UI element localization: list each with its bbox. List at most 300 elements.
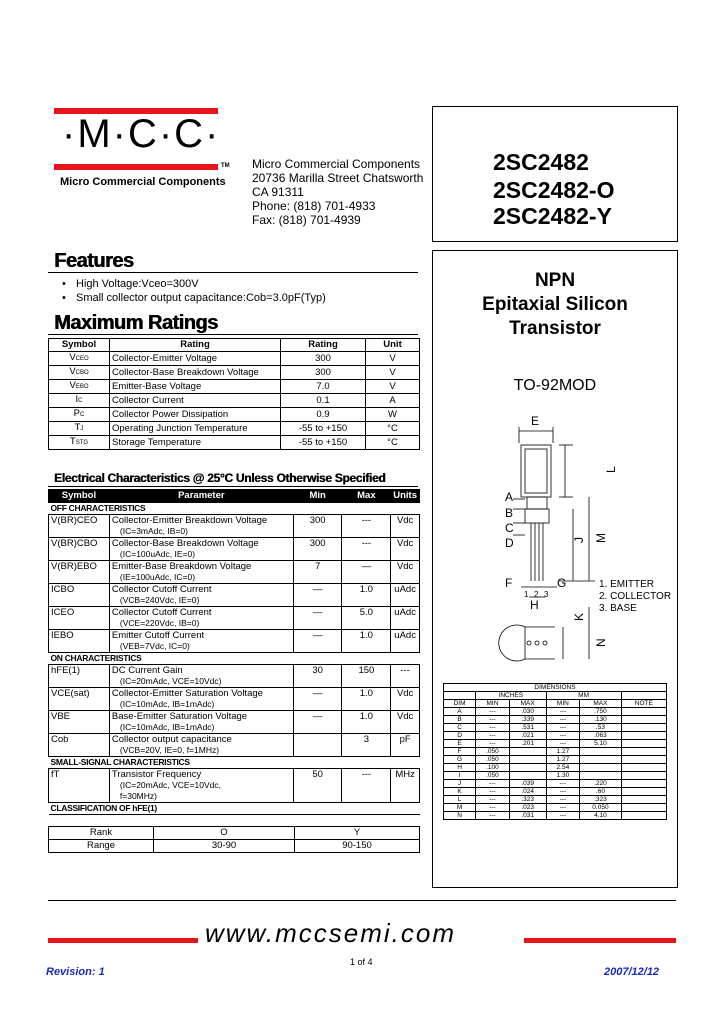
address-phone: Phone: (818) 701-4933 [252, 199, 376, 213]
mr-symbol [49, 380, 110, 394]
feature-item: • High Voltage:Vceo=300V [62, 277, 326, 291]
dims-mm: MM [546, 692, 621, 700]
dim-label-a: A [505, 490, 514, 504]
mr-hdr-value: Rating [281, 339, 366, 352]
dimension-row [444, 780, 667, 788]
ec-parameter-condition: (VCE=220Vdc, IB=0) [119, 618, 200, 628]
elec-char-row [49, 769, 420, 803]
mr-value: 300 [281, 366, 366, 380]
pin-base: 3. BASE [599, 603, 637, 614]
ec-min: 7 [293, 561, 342, 584]
dimension-cell [621, 764, 666, 772]
dimension-cell: --- [476, 740, 510, 748]
small-signal-title: SMALL-SIGNAL CHARACTERISTICS [49, 757, 420, 769]
mr-symbol-sub: C [78, 398, 83, 404]
dimension-cell [580, 748, 621, 756]
mr-description: Collector-Emitter Voltage [110, 352, 281, 366]
pin-number-3: 3 [544, 590, 549, 599]
dimension-row [444, 732, 667, 740]
mr-symbol [49, 366, 110, 380]
mr-symbol-sub: STG [75, 440, 89, 446]
dimension-cell: B [444, 716, 476, 724]
dimension-cell: .201 [509, 740, 546, 748]
elec-char-row [49, 607, 420, 630]
dimension-cell [621, 804, 666, 812]
max-rating-row [49, 380, 420, 394]
dimension-cell: --- [476, 804, 510, 812]
dimension-cell [621, 788, 666, 796]
max-ratings-underline [48, 334, 418, 335]
ec-symbol: V(BR)CEO [49, 515, 110, 538]
on-char-title: ON CHARACTERISTICS [49, 653, 420, 665]
ec-parameter [109, 665, 293, 688]
mr-value: -55 to +150 [281, 422, 366, 436]
dim-label-f: F [505, 576, 513, 590]
pin-number-2: 2 [534, 590, 539, 599]
ec-min: — [293, 688, 342, 711]
revision-date: 2007/12/12 [604, 966, 660, 978]
feature-item: • Small collector output capacitance:Cob=3.0pF(Typ) [62, 291, 326, 305]
dim-label-d: D [505, 536, 514, 550]
elec-char-table [48, 489, 420, 815]
dimension-cell: .063 [580, 732, 621, 740]
dimension-cell: --- [476, 716, 510, 724]
mr-description: Collector Current [110, 394, 281, 408]
dimension-cell: .024 [509, 788, 546, 796]
dimension-cell: --- [476, 708, 510, 716]
elec-char-row [49, 665, 420, 688]
mr-unit: A [366, 394, 420, 408]
mr-symbol-main: T [74, 422, 81, 433]
mr-symbol-main: I [75, 394, 79, 405]
dimension-cell [621, 756, 666, 764]
ec-parameter-condition: (IC=10mAdc, IB=1mAdc) [119, 699, 215, 709]
dim-label-n: N [594, 638, 608, 647]
dimension-cell [621, 732, 666, 740]
mcc-logo: ·M·C·C· [62, 112, 221, 156]
dimension-cell: H [444, 764, 476, 772]
dimension-cell: .53 [580, 724, 621, 732]
elec-char-row [49, 561, 420, 584]
dimension-cell: .323 [580, 796, 621, 804]
ec-unit: --- [391, 665, 420, 688]
mr-unit: V [366, 380, 420, 394]
dimension-cell: --- [546, 804, 580, 812]
dimension-cell: E [444, 740, 476, 748]
ec-symbol: VBE [49, 711, 110, 734]
dimension-cell: --- [476, 724, 510, 732]
dimension-cell [621, 724, 666, 732]
ec-hdr-parameter: Parameter [109, 490, 293, 503]
dimension-cell [580, 756, 621, 764]
mr-value: 300 [281, 352, 366, 366]
ec-parameter-name: Collector-Emitter Saturation Voltage [111, 688, 263, 699]
pin-collector: 2. COLLECTOR [599, 591, 672, 602]
ec-unit: uAdc [391, 584, 420, 607]
mr-unit: V [366, 352, 420, 366]
dimension-cell: D [444, 732, 476, 740]
address-line-1: Micro Commercial Components [252, 157, 421, 171]
mr-unit: V [366, 366, 420, 380]
elec-char-underline [48, 486, 418, 487]
ec-parameter [109, 607, 293, 630]
mr-unit: °C [366, 422, 420, 436]
dimension-cell: .531 [509, 724, 546, 732]
footer-left-bar [48, 938, 198, 943]
ec-max: 1.0 [342, 688, 391, 711]
logo-subtitle: Micro Commercial Components [60, 176, 226, 188]
mr-symbol-sub: CBO [75, 370, 89, 376]
dimension-cell: F [444, 748, 476, 756]
description-line-2: Epitaxial Silicon [482, 294, 628, 315]
dimension-cell [509, 772, 546, 780]
dimensions-title: DIMENSIONS [444, 684, 667, 692]
dimension-cell: A [444, 708, 476, 716]
dimension-cell: 1.30 [546, 772, 580, 780]
ec-parameter-condition: (VEB=7Vdc, IC=0) [119, 641, 190, 651]
mr-symbol [49, 394, 110, 408]
dimension-cell: .030 [509, 708, 546, 716]
dims-hdr-min-mm: MIN [546, 700, 580, 708]
ec-parameter [109, 711, 293, 734]
pin-emitter: 1. EMITTER [599, 579, 655, 590]
dims-inches: INCHES [476, 692, 546, 700]
dimension-cell: .323 [509, 796, 546, 804]
max-rating-row [49, 366, 420, 380]
mr-unit: W [366, 408, 420, 422]
ec-min: — [293, 607, 342, 630]
ec-symbol: hFE(1) [49, 665, 110, 688]
ec-parameter-name: Emitter Cutoff Current [111, 630, 205, 641]
mr-hdr-symbol: Symbol [49, 339, 110, 352]
ec-parameter-name: Collector-Base Breakdown Voltage [111, 538, 259, 549]
dimension-row [444, 772, 667, 780]
mr-symbol [49, 436, 110, 450]
ec-min: 300 [293, 538, 342, 561]
ec-parameter [109, 769, 293, 803]
ec-parameter [109, 688, 293, 711]
dimension-cell: .031 [509, 812, 546, 820]
dimension-cell: --- [476, 788, 510, 796]
ec-parameter-name: Collector output capacitance [111, 734, 232, 745]
dims-hdr-dim: DIM [444, 700, 476, 708]
dims-hdr-min-in: MIN [476, 700, 510, 708]
company-address [252, 157, 423, 227]
class-range-o: 30-90 [154, 840, 295, 853]
mr-symbol-sub: J [80, 426, 84, 432]
ec-parameter-condition: (IC=10mAdc, IB=1mAdc) [119, 722, 215, 732]
dimension-cell: 0.050 [580, 804, 621, 812]
dimension-cell: 2.54 [546, 764, 580, 772]
dimension-cell [580, 764, 621, 772]
mr-value: 0.9 [281, 408, 366, 422]
dimension-cell: I [444, 772, 476, 780]
ec-parameter [109, 630, 293, 653]
mr-description: Emitter-Base Voltage [110, 380, 281, 394]
ec-hdr-symbol: Symbol [49, 490, 110, 503]
ec-max: --- [342, 769, 391, 803]
dimension-cell [621, 740, 666, 748]
dimension-row [444, 804, 667, 812]
ec-max: 150 [342, 665, 391, 688]
ec-parameter-condition: (VCB=240Vdc, IE=0) [119, 595, 200, 605]
mr-symbol-main: P [73, 408, 80, 419]
dimension-cell [621, 748, 666, 756]
classification-table [48, 826, 420, 853]
ec-unit: uAdc [391, 630, 420, 653]
max-rating-row [49, 408, 420, 422]
ec-min: — [293, 711, 342, 734]
revision-label: Revision: 1 [46, 966, 105, 978]
dimension-cell [621, 796, 666, 804]
ec-parameter-condition: (IE=100uAdc, IC=0) [119, 572, 196, 582]
dim-label-c: C [505, 521, 514, 535]
description-line-3: Transistor [509, 318, 601, 339]
dimension-cell: G [444, 756, 476, 764]
logo-bottom-bar [54, 164, 218, 170]
dim-label-h: H [530, 598, 539, 612]
dimension-cell: --- [546, 716, 580, 724]
ec-parameter-condition: (VCB=20V, IE=0, f=1MHz) [119, 745, 220, 755]
dimension-row [444, 764, 667, 772]
dimension-cell: .050 [476, 748, 510, 756]
dimension-cell: .021 [509, 732, 546, 740]
ec-max: — [342, 561, 391, 584]
mr-value: 7.0 [281, 380, 366, 394]
dimension-cell: --- [546, 740, 580, 748]
dimension-row [444, 812, 667, 820]
dims-hdr-note: NOTE [621, 700, 666, 708]
ec-symbol: VCE(sat) [49, 688, 110, 711]
dimension-cell: --- [476, 796, 510, 804]
dimension-cell: --- [546, 724, 580, 732]
ec-max: 1.0 [342, 630, 391, 653]
dimension-cell: --- [546, 780, 580, 788]
mr-symbol [49, 422, 110, 436]
mr-hdr-rating: Rating [110, 339, 281, 352]
class-rank-label: Rank [49, 827, 154, 840]
ec-parameter-condition: (IC=100uAdc, IE=0) [119, 549, 196, 559]
package-name: TO-92MOD [513, 377, 597, 394]
ec-hdr-min: Min [293, 490, 342, 503]
dimension-cell: 1.27 [546, 748, 580, 756]
ec-parameter [109, 515, 293, 538]
ec-min [293, 734, 342, 757]
ec-unit: Vdc [391, 561, 420, 584]
ec-parameter [109, 538, 293, 561]
dimension-row [444, 796, 667, 804]
ec-max: --- [342, 538, 391, 561]
dimension-cell: J [444, 780, 476, 788]
elec-char-row [49, 584, 420, 607]
ec-min: 50 [293, 769, 342, 803]
package-outline-diagram [433, 401, 677, 701]
dim-label-l: L [604, 466, 618, 473]
address-line-3: CA 91311 [252, 185, 304, 199]
ec-parameter-condition: (IC=20mAdc, VCE=10Vdc, [119, 780, 222, 790]
dimension-cell: M [444, 804, 476, 812]
mr-unit: °C [366, 436, 420, 450]
page-number: 1 of 4 [350, 957, 373, 967]
mr-description: Collector-Base Breakdown Voltage [110, 366, 281, 380]
mr-value: 0.1 [281, 394, 366, 408]
mr-symbol-sub: EBO [75, 384, 89, 390]
ec-min: 300 [293, 515, 342, 538]
dimension-cell [621, 780, 666, 788]
ec-symbol: ICBO [49, 584, 110, 607]
dimension-cell: .60 [580, 788, 621, 796]
ec-parameter-name: Base-Emitter Saturation Voltage [111, 711, 248, 722]
dimensions-table [443, 683, 667, 820]
elec-char-row [49, 538, 420, 561]
dims-hdr-max-in: MAX [509, 700, 546, 708]
ec-min: — [293, 584, 342, 607]
dimension-cell [621, 812, 666, 820]
dimension-cell: C [444, 724, 476, 732]
dimension-cell: 4.10 [580, 812, 621, 820]
ec-symbol: V(BR)EBO [49, 561, 110, 584]
dimension-cell: .050 [476, 772, 510, 780]
footer-divider [48, 900, 676, 901]
ec-max: 3 [342, 734, 391, 757]
dim-label-b: B [505, 506, 514, 520]
dimension-cell [509, 764, 546, 772]
dimension-cell: .339 [509, 716, 546, 724]
dimension-cell: 5.10 [580, 740, 621, 748]
features-list [62, 277, 326, 305]
dimension-row [444, 708, 667, 716]
dimension-cell [621, 772, 666, 780]
dims-hdr-max-mm: MAX [580, 700, 621, 708]
dimension-cell: --- [546, 788, 580, 796]
dimension-cell: .220 [580, 780, 621, 788]
class-range-label: Range [49, 840, 154, 853]
ec-max: 5.0 [342, 607, 391, 630]
ec-parameter-name: Emitter-Base Breakdown Voltage [111, 561, 252, 572]
dim-spacer [621, 692, 666, 700]
dimension-cell: .050 [476, 756, 510, 764]
ec-parameter-name: DC Current Gain [111, 665, 183, 676]
dimension-cell: --- [546, 812, 580, 820]
website-link[interactable]: www.mccsemi.com [205, 918, 457, 948]
elec-char-row [49, 711, 420, 734]
dimension-cell [621, 716, 666, 724]
max-rating-row [49, 422, 420, 436]
pin-number-1: 1 [524, 590, 529, 599]
dimension-cell: N [444, 812, 476, 820]
mr-symbol-main: V [69, 366, 76, 377]
ec-unit: Vdc [391, 711, 420, 734]
dimension-cell: --- [546, 796, 580, 804]
dimension-cell [621, 708, 666, 716]
ec-max: --- [342, 515, 391, 538]
ec-parameter [109, 584, 293, 607]
ec-parameter-name: Collector-Emitter Breakdown Voltage [111, 515, 268, 526]
dimension-cell: --- [476, 732, 510, 740]
ec-unit: uAdc [391, 607, 420, 630]
elec-char-row [49, 515, 420, 538]
mr-symbol-sub: C [80, 412, 85, 418]
dimension-cell: .130 [580, 716, 621, 724]
description-line-1: NPN [534, 270, 576, 291]
description-box [432, 250, 678, 888]
off-char-title: OFF CHARACTERISTICS [49, 503, 420, 515]
classification-title: CLASSIFICATION OF hFE(1) [49, 803, 420, 815]
ec-unit: MHz [391, 769, 420, 803]
dim-label-e: E [531, 414, 540, 428]
part-number-2: 2SC2482-O [493, 177, 615, 203]
elec-char-heading: Electrical Characteristics @ 25°C Unless Otherwise Specified [54, 471, 386, 485]
ec-min: 30 [293, 665, 342, 688]
ec-symbol: fT [49, 769, 110, 803]
ec-hdr-units: Units [391, 490, 420, 503]
address-fax: Fax: (818) 701-4939 [252, 213, 361, 227]
ec-parameter-condition-2: f=30MHz) [119, 791, 157, 801]
ec-min: — [293, 630, 342, 653]
ec-unit: Vdc [391, 688, 420, 711]
part-number-3: 2SC2482-Y [493, 203, 612, 229]
trademark: TM [221, 163, 230, 169]
elec-char-row [49, 688, 420, 711]
ec-max: 1.0 [342, 711, 391, 734]
dimension-row [444, 724, 667, 732]
max-rating-row [49, 352, 420, 366]
mr-value: -55 to +150 [281, 436, 366, 450]
mr-symbol [49, 408, 110, 422]
dimension-cell: 1.27 [546, 756, 580, 764]
ec-parameter-name: Transistor Frequency [111, 769, 202, 780]
ec-max: 1.0 [342, 584, 391, 607]
elec-char-row [49, 630, 420, 653]
ec-parameter-condition: (IC=20mAdc, VCE=10Vdc) [119, 676, 222, 686]
mr-symbol-main: V [69, 352, 76, 363]
mr-symbol [49, 352, 110, 366]
ec-unit: pF [391, 734, 420, 757]
dimension-cell: --- [546, 708, 580, 716]
dimension-cell: --- [476, 812, 510, 820]
dim-label-k: K [572, 612, 586, 621]
dim-spacer [444, 692, 476, 700]
features-heading: Features [54, 250, 134, 272]
address-line-2: 20736 Marilla Street Chatsworth [252, 171, 424, 185]
part-number-box [432, 106, 678, 242]
ec-symbol: IEBO [49, 630, 110, 653]
dimension-cell: --- [476, 780, 510, 788]
dimension-cell: --- [546, 732, 580, 740]
ec-symbol: V(BR)CBO [49, 538, 110, 561]
ec-symbol: ICEO [49, 607, 110, 630]
ec-unit: Vdc [391, 538, 420, 561]
footer-right-bar [524, 938, 676, 943]
part-number-1: 2SC2482 [493, 149, 589, 175]
features-underline [48, 272, 418, 273]
mr-symbol-sub: CEO [75, 356, 89, 362]
ec-parameter-condition: (IC=3mAdc, IB=0) [119, 526, 188, 536]
dim-label-m: M [594, 533, 608, 543]
dimension-cell: .039 [509, 780, 546, 788]
max-ratings-heading: Maximum Ratings [54, 312, 218, 334]
dimension-row [444, 748, 667, 756]
dimension-cell [509, 756, 546, 764]
dimension-row [444, 716, 667, 724]
ec-parameter-name: Collector Cutoff Current [111, 584, 212, 595]
dim-label-g: G [557, 576, 567, 590]
dimension-cell: .023 [509, 804, 546, 812]
class-rank-y: Y [295, 827, 420, 840]
ec-parameter-name: Collector Cutoff Current [111, 607, 212, 618]
dimension-cell: K [444, 788, 476, 796]
ec-symbol: Cob [49, 734, 110, 757]
